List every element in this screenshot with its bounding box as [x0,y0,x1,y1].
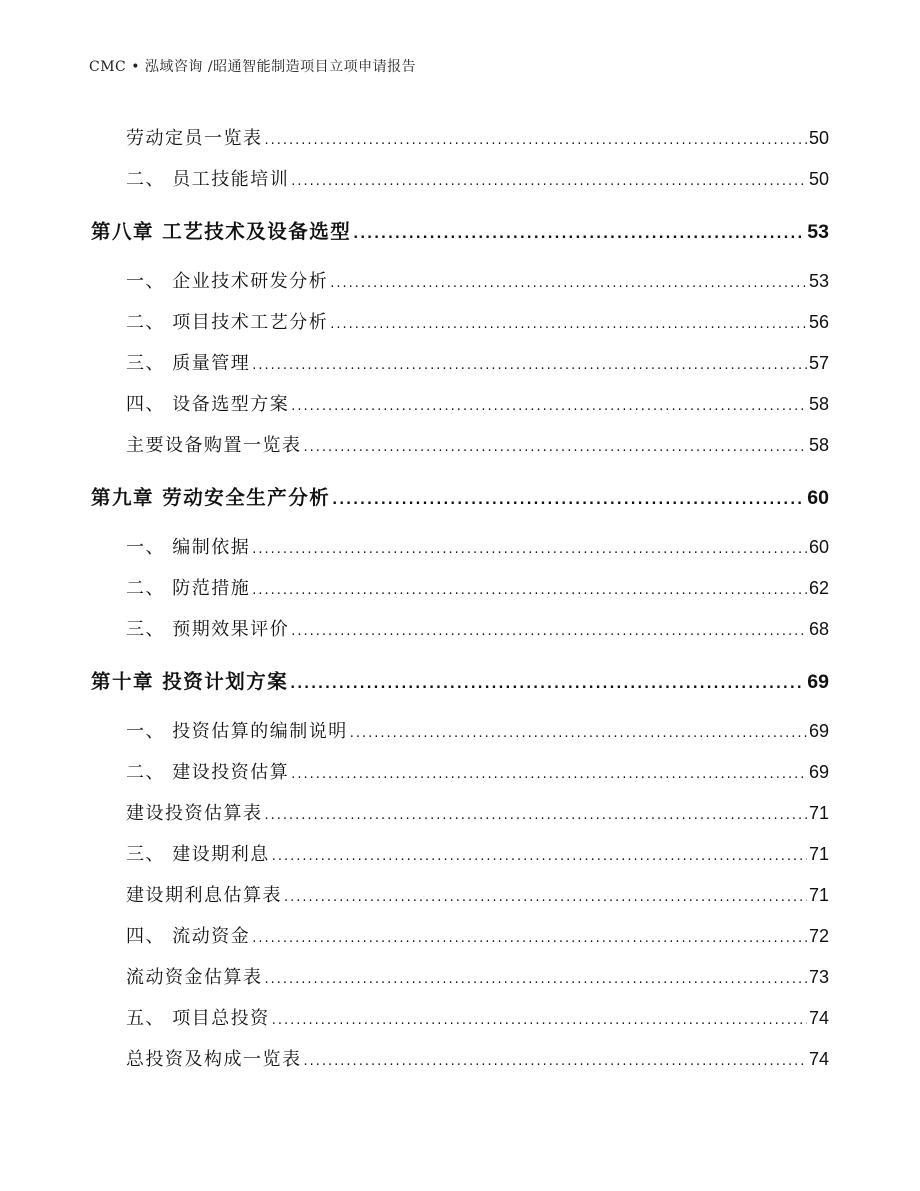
toc-entry-title: 劳动定员一览表 [126,128,263,149]
toc-dot-leader [291,399,807,414]
toc-entry[interactable] [126,1004,829,1030]
toc-entry[interactable] [126,799,829,825]
toc-page-number: 58 [808,394,829,414]
toc-entry-title: 一、 编制依据 [126,537,251,558]
toc-page-number: 56 [808,312,829,332]
toc-entry[interactable] [126,431,829,457]
toc-dot-leader [252,358,807,373]
toc-entry[interactable] [126,124,829,150]
toc-page-number: 74 [808,1008,829,1028]
toc-page-number: 71 [808,844,829,864]
toc-page-number: 69 [808,762,829,782]
toc-entry-title: 一、 投资估算的编制说明 [126,721,348,742]
toc-entry[interactable] [126,717,829,743]
toc-page-number: 53 [808,271,829,291]
toc-entry[interactable] [126,574,829,600]
toc-entry[interactable] [126,349,829,375]
toc-entry[interactable] [126,533,829,559]
toc-dot-leader [265,808,807,823]
toc-page-number: 72 [808,926,829,946]
toc-dot-leader [272,849,807,864]
toc-dot-leader [272,1013,807,1028]
toc-entry[interactable] [126,165,829,191]
toc-page-number: 71 [808,803,829,823]
toc-page-number: 71 [808,885,829,905]
toc-entry[interactable] [126,922,829,948]
toc-dot-leader [332,493,805,508]
toc-entry-title: 三、 建设期利息 [126,844,270,865]
toc-entry-title: 建设期利息估算表 [126,885,282,906]
toc-entry-title: 二、 员工技能培训 [126,169,290,190]
toc-page-number: 68 [808,619,829,639]
toc-dot-leader [252,542,807,557]
toc-entry-title: 二、 建设投资估算 [126,762,290,783]
toc-entry-title: 五、 项目总投资 [126,1008,270,1029]
toc-page-number: 69 [807,671,829,693]
toc-dot-leader [252,931,807,946]
toc-entry-title: 第八章 工艺技术及设备选型 [91,220,352,243]
toc-dot-leader [291,624,807,639]
toc-page-number: 50 [808,169,829,189]
toc-entry[interactable] [126,308,829,334]
toc-entry-title: 四、 流动资金 [126,926,251,947]
toc-dot-leader [290,677,805,692]
toc-entry[interactable] [126,390,829,416]
toc-chapter-entry[interactable] [91,216,829,244]
toc-dot-leader [291,767,807,782]
toc-entry-title: 二、 项目技术工艺分析 [126,312,329,333]
toc-entry-title: 第九章 劳动安全生产分析 [91,486,331,509]
toc-dot-leader [330,276,807,291]
toc-entry-title: 流动资金估算表 [126,967,263,988]
toc-entry-title: 建设投资估算表 [126,803,263,824]
toc-dot-leader [304,1054,807,1069]
toc-dot-leader [252,583,807,598]
toc-entry[interactable] [126,1045,829,1071]
toc-page-number: 73 [808,967,829,987]
toc-dot-leader [330,317,807,332]
toc-entry-title: 主要设备购置一览表 [126,435,302,456]
toc-page-number: 62 [808,578,829,598]
toc-dot-leader [265,133,807,148]
toc-entry-title: 三、 预期效果评价 [126,619,290,640]
toc-page-number: 60 [807,487,829,509]
toc-entry-title: 三、 质量管理 [126,353,251,374]
toc-entry-title: 四、 设备选型方案 [126,394,290,415]
toc-dot-leader [350,726,807,741]
toc-entry[interactable] [126,267,829,293]
toc-entry[interactable] [126,615,829,641]
toc-page-number: 69 [808,721,829,741]
toc-chapter-entry[interactable] [91,482,829,510]
toc-entry[interactable] [126,758,829,784]
toc-dot-leader [291,174,807,189]
toc-page-number: 50 [808,128,829,148]
toc-entry-title: 二、 防范措施 [126,578,251,599]
toc-page-number: 57 [808,353,829,373]
toc-dot-leader [353,227,805,242]
toc-entry[interactable] [126,881,829,907]
toc-entry[interactable] [126,840,829,866]
toc-page-number: 60 [808,537,829,557]
toc-chapter-entry[interactable] [91,666,829,694]
page-header: CMC • 泓域咨询 /昭通智能制造项目立项申请报告 [89,59,417,75]
toc-dot-leader [304,440,807,455]
toc-dot-leader [284,890,807,905]
toc-page-number: 53 [807,221,829,243]
toc-page-number: 74 [808,1049,829,1069]
toc-entry-title: 第十章 投资计划方案 [91,670,289,693]
toc-page-number: 58 [808,435,829,455]
toc-entry[interactable] [126,963,829,989]
toc-entry-title: 总投资及构成一览表 [126,1049,302,1070]
toc-entry-title: 一、 企业技术研发分析 [126,271,329,292]
toc-dot-leader [265,972,807,987]
